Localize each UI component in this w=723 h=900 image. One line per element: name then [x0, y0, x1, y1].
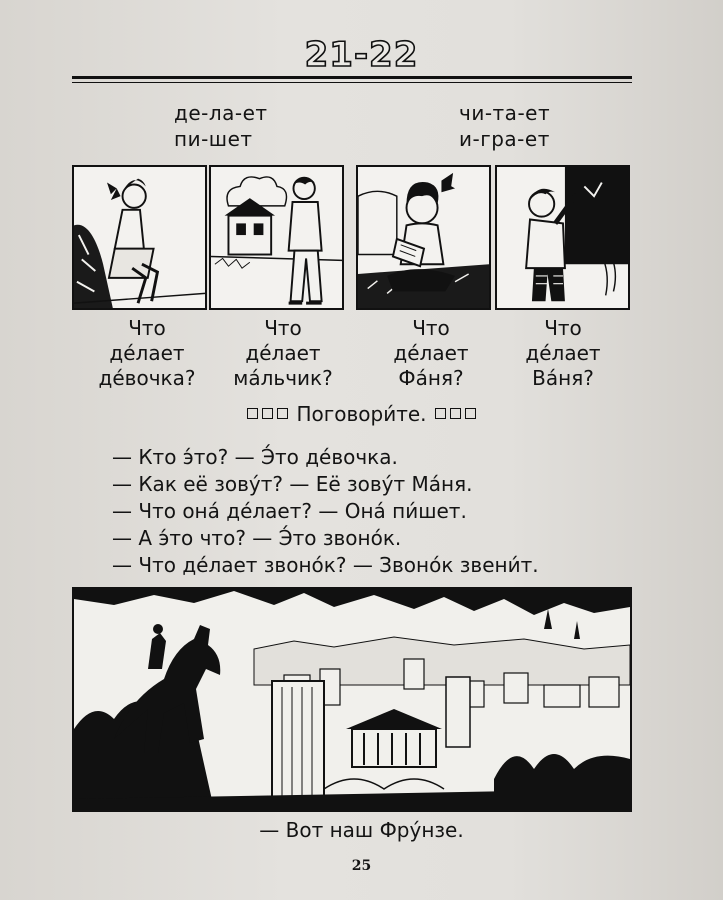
talk-heading [0, 402, 723, 426]
question-line: Ва́ня? [532, 366, 594, 390]
square-icon [435, 408, 446, 419]
talk-heading-text: Поговори́те. [296, 402, 427, 426]
square-icon [277, 408, 288, 419]
dialog-line: — Как её зову́т? — Её зову́т Ма́ня. [112, 472, 473, 496]
square-icon [262, 408, 273, 419]
question-fanya [366, 316, 496, 391]
lesson-number: 21-22 [304, 35, 419, 75]
dialog-line: — Кто э́то? — Э́то де́вочка. [112, 445, 398, 469]
question-line: ма́льчик? [233, 366, 333, 390]
question-line: Что [264, 316, 302, 340]
question-line: Что [544, 316, 582, 340]
syllables-right [459, 100, 550, 152]
dialog-line: — Что де́лает звоно́к? — Звоно́к звени́т. [112, 553, 539, 577]
syllables-left [174, 100, 268, 152]
syllable-word: пи-шет [174, 127, 253, 151]
square-icon [465, 408, 476, 419]
question-line: де́лает [109, 341, 185, 365]
question-line: де́лает [525, 341, 601, 365]
girl-reading-illustration [356, 165, 491, 310]
syllable-word: чи-та-ет [459, 101, 551, 125]
city-caption: — Вот наш Фру́нзе. [259, 818, 464, 842]
question-line: де́лает [245, 341, 321, 365]
syllable-word: де-ла-ет [174, 101, 268, 125]
question-line: Что [128, 316, 166, 340]
boy-by-house-illustration [209, 165, 344, 310]
dialog [112, 444, 539, 579]
header-rule-thick [72, 76, 632, 79]
page-number: 25 [351, 858, 372, 874]
dialog-line: — А э́то что? — Э́то звоно́к. [112, 526, 402, 550]
question-line: Фа́ня? [398, 366, 464, 390]
girl-sitting-illustration [72, 165, 207, 310]
question-vanya [498, 316, 628, 391]
header-rule-thin [72, 82, 632, 83]
dialog-line: — Что она́ де́лает? — Она́ пи́шет. [112, 499, 467, 523]
question-line: Что [412, 316, 450, 340]
question-line: де́лает [393, 341, 469, 365]
syllable-word: и-гра-ет [459, 127, 550, 151]
square-icon [247, 408, 258, 419]
boy-writing-on-board-illustration [495, 165, 630, 310]
question-girl [82, 316, 212, 391]
square-icon [450, 408, 461, 419]
frunze-cityscape-illustration [72, 587, 632, 812]
question-boy [218, 316, 348, 391]
question-line: де́вочка? [98, 366, 196, 390]
